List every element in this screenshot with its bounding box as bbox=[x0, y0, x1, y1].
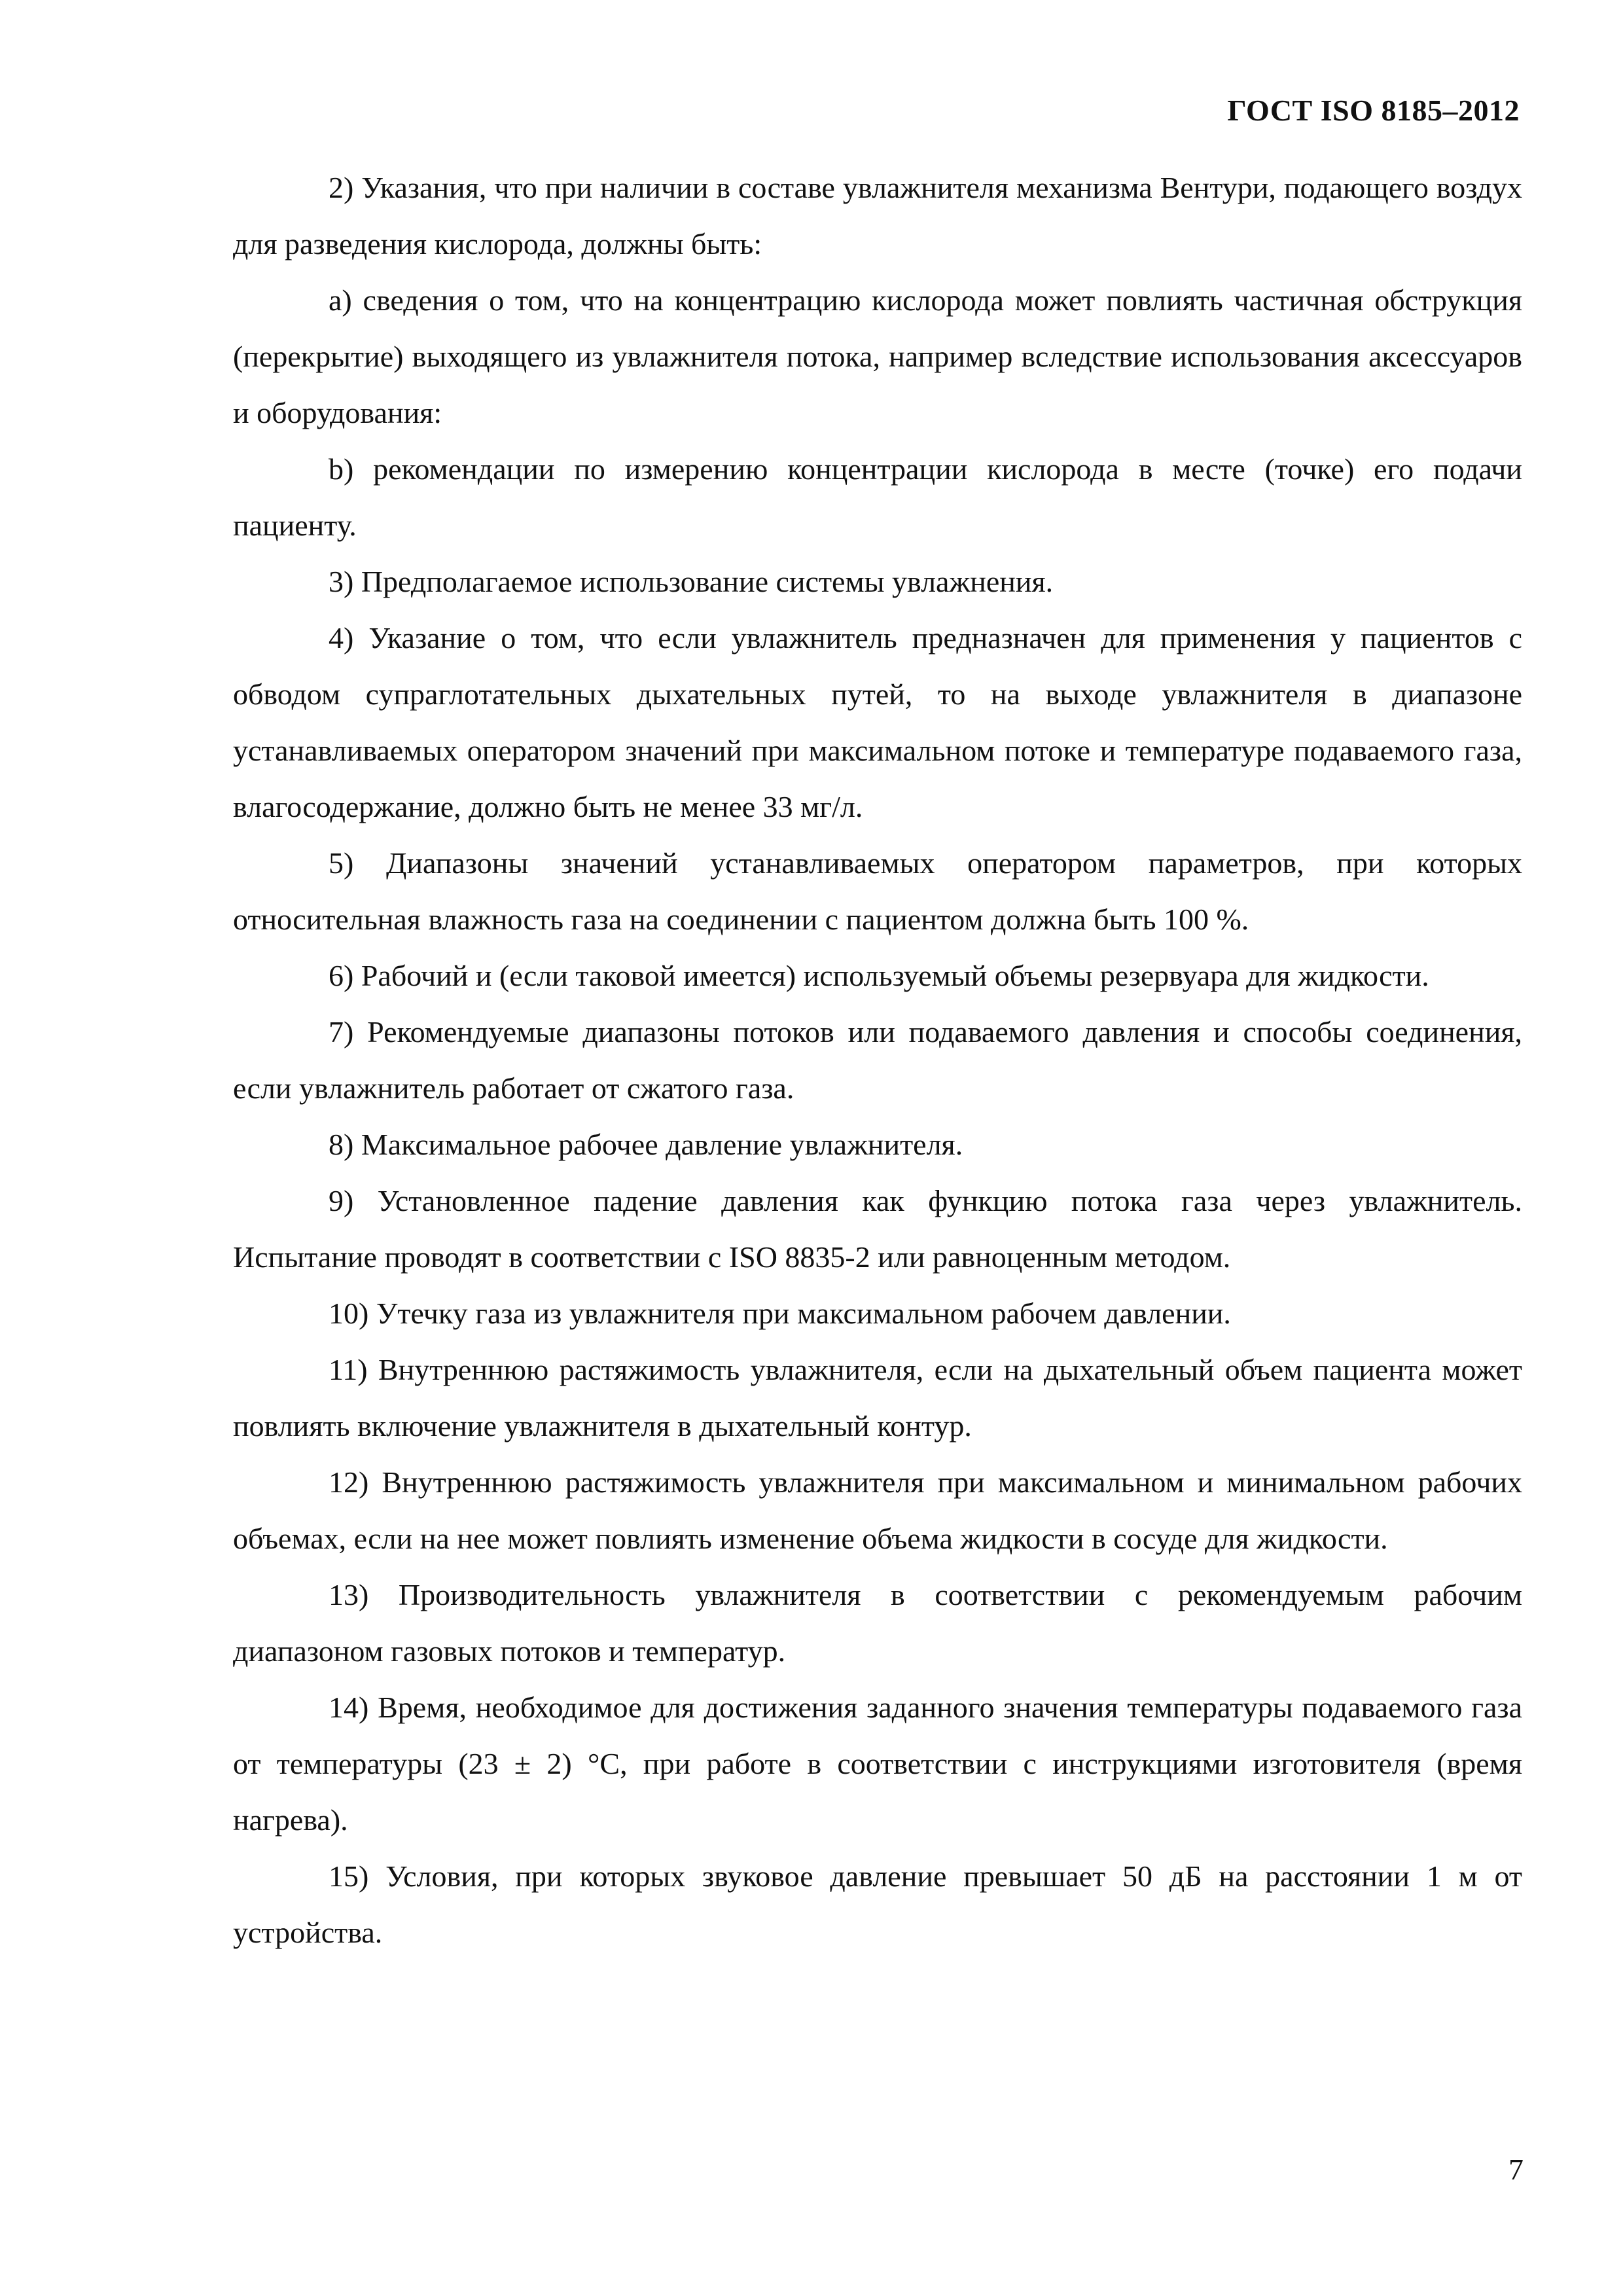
paragraph-item-7: 7) Рекомендуемые диапазоны потоков или подаваемого давления и способы соединения, если увлажнитель работает от сжатого газа. bbox=[233, 1015, 1522, 1105]
paragraph-item-3: 3) Предполагаемое использование системы увлажнения. bbox=[329, 565, 1054, 598]
paragraph-item-5: 5) Диапазоны значений устанавливаемых оператором параметров, при которых относительная влажность газа на соединении с пациентом должна быть 100 %. bbox=[233, 846, 1522, 936]
document-body bbox=[233, 160, 1522, 1961]
paragraph-item-11: 11) Внутреннюю растяжимость увлажнителя, если на дыхательный объем пациента может повлиять включение увлажнителя в дыхательный контур. bbox=[233, 1353, 1522, 1443]
paragraph-item-9: 9) Установленное падение давления как функцию потока газа через увлажнитель. Испытание проводят в соответствии с ISO 8835-2 или равноценным методом. bbox=[233, 1184, 1522, 1274]
paragraph-item-2a: a) сведения о том, что на концентрацию кислорода может повлиять частичная обструкция (перекрытие) выходящего из увлажнителя потока, например вследствие использования аксессуаров и оборудования: bbox=[233, 283, 1522, 429]
paragraph-item-13: 13) Производительность увлажнителя в соответствии с рекомендуемым рабочим диапазоном газовых потоков и температур. bbox=[233, 1578, 1522, 1668]
paragraph-item-12: 12) Внутреннюю растяжимость увлажнителя при максимальном и минимальном рабочих объемах, если на нее может повлиять изменение объема жидкости в сосуде для жидкости. bbox=[233, 1465, 1522, 1555]
paragraph-item-2b: b) рекомендации по измерению концентрации кислорода в месте (точке) его подачи пациенту. bbox=[233, 452, 1522, 542]
paragraph-item-10: 10) Утечку газа из увлажнителя при максимальном рабочем давлении. bbox=[329, 1297, 1231, 1330]
document-code-header: ГОСТ ISO 8185–2012 bbox=[1227, 94, 1520, 127]
paragraph-item-15: 15) Условия, при которых звуковое давление превышает 50 дБ на расстоянии 1 м от устройства. bbox=[233, 1859, 1522, 1949]
page-number: 7 bbox=[1508, 2153, 1524, 2186]
paragraph-item-4: 4) Указание о том, что если увлажнитель предназначен для применения у пациентов с обводом супраглотательных дыхательных путей, то на выходе увлажнителя в диапазоне устанавливаемых оператором значений при максимальном потоке и температуре подаваемого газа, влагосодержание, должно быть не менее 33 мг/л. bbox=[233, 621, 1522, 823]
paragraph-item-6: 6) Рабочий и (если таковой имеется) используемый объемы резервуара для жидкости. bbox=[329, 959, 1429, 992]
paragraph-item-8: 8) Максимальное рабочее давление увлажнителя. bbox=[329, 1128, 963, 1161]
paragraph-item-14: 14) Время, необходимое для достижения заданного значения температуры подаваемого газа от температуры (23 ± 2) °С, при работе в соответствии с инструкциями изготовителя (время нагрева). bbox=[233, 1691, 1522, 1837]
paragraph-item-2: 2) Указания, что при наличии в составе увлажнителя механизма Вентури, подающего воздух для разведения кислорода, должны быть: bbox=[233, 171, 1522, 260]
